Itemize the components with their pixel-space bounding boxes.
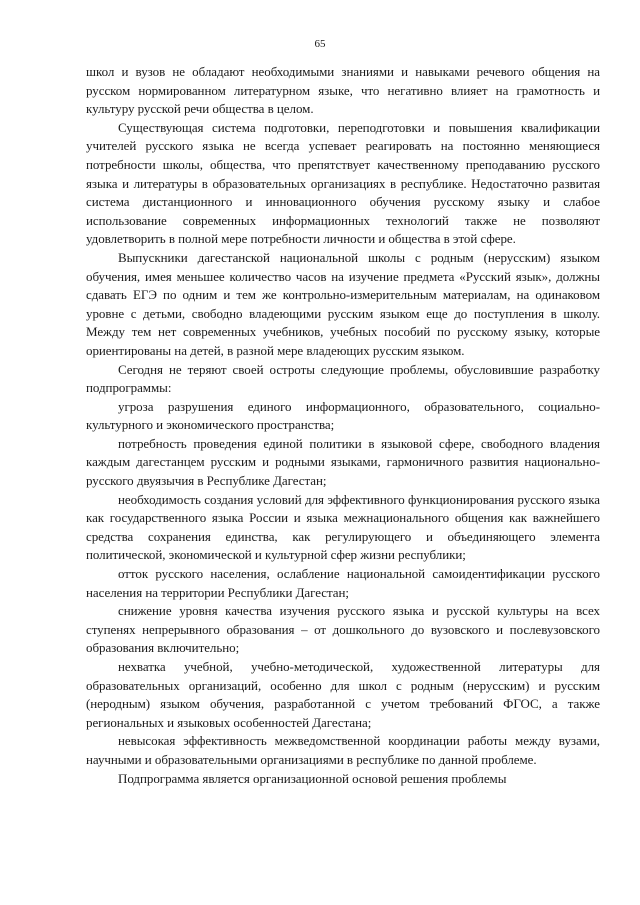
page-number: 65 — [314, 38, 326, 50]
list-item: отток русского населения, ослабление национальной самоидентификации русского населения на территории Республики Дагестан; — [86, 566, 600, 600]
paragraph: Подпрограмма является организационной основой решения проблемы — [118, 770, 507, 786]
list-item: снижение уровня качества изучения русского языка и русской культуры на всех ступенях непрерывного образования – от дошкольного до вузовского и послевузовского образования включительно; — [86, 603, 600, 656]
list-item: потребность проведения единой политики в языковой сфере, свободного владения каждым дагестанцем русским и родными языками, гармоничного развития национально-русского двуязычия в Республике Дагестан; — [86, 435, 600, 489]
list-item: нехватка учебной, учебно-методической, художественной литературы для образовательных организаций, особенно для школ с родным (нерусским) и русским (неродным) языком обучения, разработанной с учетом требований ФГОС, а также региональных и языковых особенностей Дагестана; — [86, 659, 600, 730]
list-item: невысокая эффективность межведомственной координации работы между вузами, научными и образовательными организациями в республике по данной проблеме. — [86, 733, 600, 767]
paragraph: Сегодня не теряют своей остроты следующие проблемы, обусловившие разработку подпрограммы: — [86, 361, 600, 396]
paragraph: школ и вузов не обладают необходимыми знаниями и навыками речевого общения на русском нормированном литературном языке, что негативно влияет на грамотность и культуру русской речи общества в целом. — [86, 64, 600, 117]
body-text — [86, 63, 600, 788]
paragraph: Выпускники дагестанской национальной школы с родным (нерусским) языком обучения, имея меньшее количество часов на изучение предмета «Русский язык», должны сдавать ЕГЭ по одним и тем же контрольно-измерительным материалам, на одинаковом уровне с детьми, свободно владеющими русским языком еще до поступления в школу. Между тем нет современных учебников, учебных пособий по русскому языку, которые ориентированы на детей, в разной мере владеющих русским языком. — [86, 249, 600, 358]
paragraph: Существующая система подготовки, переподготовки и повышения квалификации учителей русского языка не всегда успевает реагировать на постоянно меняющиеся потребности школы, общества, что препятствует качественному преподаванию русского языка и литературы в образовательных организациях в республике. Недостаточно развитая система дистанционного и инновационного обучения русскому языку и слабое использование современных информационных технологий также не позволяют удовлетворить в полной мере потребности личности и общества в этой сфере. — [86, 119, 600, 247]
list-item: необходимость создания условий для эффективного функционирования русского языка как государственного языка России и языка межнационального общения как важнейшего средства сохранения единства, как регулирующего и объединяющего элемента политической, экономической и культурной сфер жизни республики; — [86, 491, 600, 563]
list-item: угроза разрушения единого информационного, образовательного, социально-культурного и экономического пространства; — [86, 398, 600, 433]
